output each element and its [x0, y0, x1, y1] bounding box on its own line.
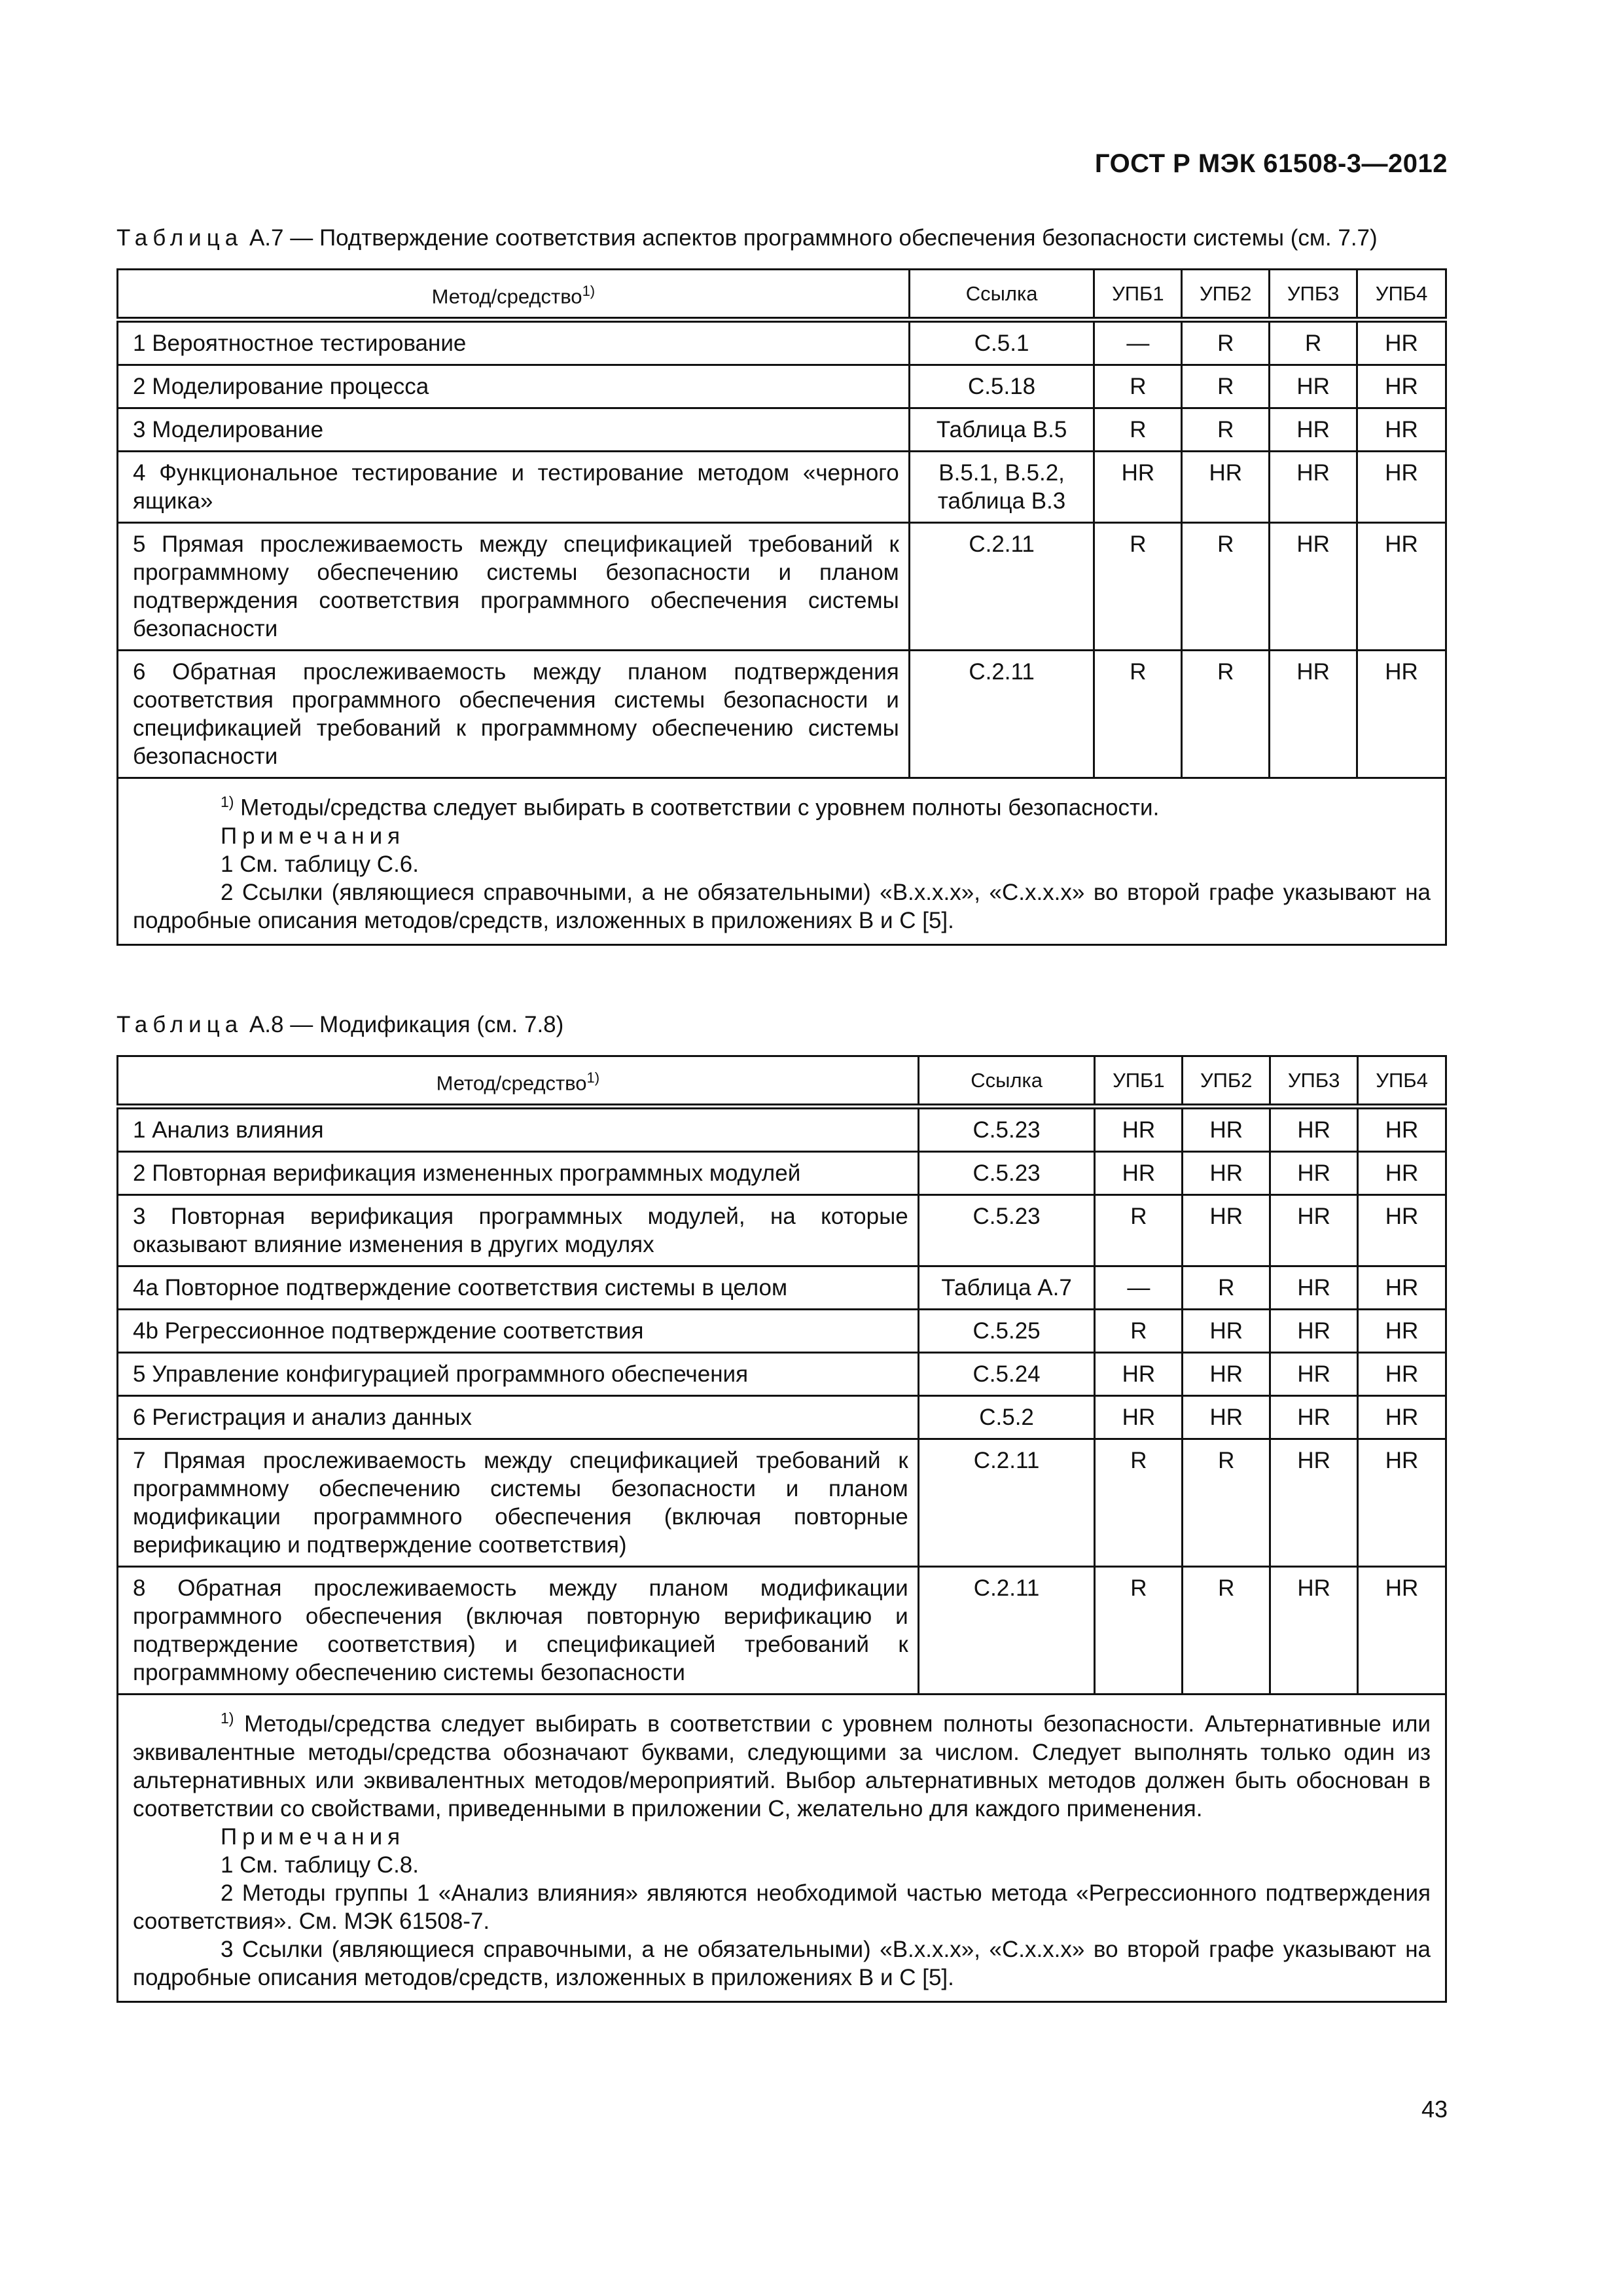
- reference-cell: С.5.1: [909, 320, 1094, 365]
- reference-cell: С.2.11: [918, 1567, 1095, 1695]
- upb2-cell: R: [1183, 1567, 1270, 1695]
- upb2-cell: R: [1182, 408, 1270, 452]
- table-header-row: [118, 1056, 1446, 1107]
- column-header-upb4: УПБ4: [1358, 1056, 1446, 1107]
- column-header-upb1: УПБ1: [1095, 1056, 1183, 1107]
- reference-cell: С.5.24: [918, 1353, 1095, 1396]
- table-notes-row: [118, 778, 1446, 945]
- table-a8: [116, 1055, 1447, 2003]
- upb2-cell: HR: [1183, 1396, 1270, 1439]
- upb4-cell: HR: [1358, 1439, 1446, 1567]
- method-cell: 7 Прямая прослеживаемость между спецификацией требований к программному обеспечению системы безопасности и планом модификации программного обеспечения (включая повторные верификацию и подтверждение соответствия): [118, 1439, 919, 1567]
- notes-title: Примечания: [221, 823, 406, 849]
- reference-cell: В.5.1, В.5.2, таблица В.3: [909, 452, 1094, 523]
- upb4-cell: HR: [1358, 1396, 1446, 1439]
- upb3-cell: HR: [1270, 408, 1357, 452]
- upb2-cell: R: [1182, 523, 1270, 651]
- upb3-cell: HR: [1270, 365, 1357, 408]
- column-header-method: Метод/средство$^{1)}$: [118, 1056, 919, 1107]
- caption-label: Таблица: [116, 1012, 243, 1037]
- caption-text: А.7 — Подтверждение соответствия аспектов программного обеспечения безопасности системы (см. 7.7): [243, 225, 1378, 251]
- column-header-upb3: УПБ3: [1270, 1056, 1358, 1107]
- upb3-cell: HR: [1270, 1353, 1358, 1396]
- method-cell: 3 Повторная верификация программных модулей, на которые оказывают влияние изменения в других модулях: [118, 1195, 919, 1266]
- document-code: ГОСТ Р МЭК 61508-3—2012: [1094, 149, 1448, 178]
- method-cell: 6 Обратная прослеживаемость между планом подтверждения соответствия программного обеспечения системы безопасности и спецификацией требований к программному обеспечению системы безопасности: [118, 651, 910, 778]
- method-cell: 1 Вероятностное тестирование: [118, 320, 910, 365]
- reference-cell: С.5.23: [918, 1152, 1095, 1195]
- upb1-cell: HR: [1095, 1396, 1183, 1439]
- caption-text: А.8 — Модификация (см. 7.8): [243, 1012, 564, 1037]
- note-item: 1 См. таблицу С.8.: [221, 1852, 419, 1878]
- table-row: [118, 408, 1446, 452]
- table-row: [118, 651, 1446, 778]
- upb1-cell: —: [1094, 320, 1182, 365]
- upb2-cell: HR: [1183, 1195, 1270, 1266]
- reference-cell: С.5.23: [918, 1195, 1095, 1266]
- upb1-cell: HR: [1095, 1353, 1183, 1396]
- column-header-ref: Ссылка: [909, 270, 1094, 320]
- method-cell: 5 Прямая прослеживаемость между спецификацией требований к программному обеспечению системы безопасности и планом подтверждения соответствия программного обеспечения системы безопасности: [118, 523, 910, 651]
- footnote: $^{1)}$ Методы/средства следует выбирать в соответствии с уровнем полноты безопасности.: [221, 793, 1160, 821]
- table-a7-caption: [116, 225, 1378, 251]
- column-header-ref: Ссылка: [918, 1056, 1095, 1107]
- upb3-cell: HR: [1270, 1439, 1358, 1567]
- method-cell: 4a Повторное подтверждение соответствия системы в целом: [118, 1266, 919, 1310]
- upb4-cell: HR: [1357, 320, 1446, 365]
- note-item: 2 Ссылки (являющиеся справочными, а не обязательными) «В.х.х.х», «С.х.х.х» во второй графе указывают на подробные описания методов/средств, изложенных в приложениях В и С [5].: [133, 879, 1431, 933]
- table-a8-caption: [116, 1012, 563, 1038]
- upb1-cell: R: [1095, 1567, 1183, 1695]
- reference-cell: С.2.11: [909, 523, 1094, 651]
- upb3-cell: HR: [1270, 1266, 1358, 1310]
- upb1-cell: HR: [1094, 452, 1182, 523]
- upb4-cell: HR: [1358, 1310, 1446, 1353]
- method-cell: 5 Управление конфигурацией программного обеспечения: [118, 1353, 919, 1396]
- reference-cell: С.5.2: [918, 1396, 1095, 1439]
- note-item: 2 Методы группы 1 «Анализ влияния» являются необходимой частью метода «Регрессионного подтверждения соответствия». См. МЭК 61508-7.: [133, 1880, 1431, 1934]
- reference-cell: С.5.18: [909, 365, 1094, 408]
- upb1-cell: R: [1095, 1439, 1183, 1567]
- table-notes-row: [118, 1695, 1446, 2002]
- upb2-cell: R: [1183, 1439, 1270, 1567]
- table-row: [118, 365, 1446, 408]
- column-header-upb4: УПБ4: [1357, 270, 1446, 320]
- column-header-upb2: УПБ2: [1183, 1056, 1270, 1107]
- table-row: [118, 452, 1446, 523]
- method-cell: 2 Моделирование процесса: [118, 365, 910, 408]
- method-cell: 8 Обратная прослеживаемость между планом модификации программного обеспечения (включая повторную верификацию и подтверждение соответствия) и спецификацией требований к программному обеспечению системы безопасности: [118, 1567, 919, 1695]
- notes-title: Примечания: [221, 1823, 406, 1850]
- upb1-cell: R: [1095, 1310, 1183, 1353]
- upb2-cell: HR: [1183, 1152, 1270, 1195]
- method-cell: 6 Регистрация и анализ данных: [118, 1396, 919, 1439]
- upb3-cell: HR: [1270, 523, 1357, 651]
- upb4-cell: HR: [1358, 1195, 1446, 1266]
- upb4-cell: HR: [1358, 1266, 1446, 1310]
- upb3-cell: HR: [1270, 1107, 1358, 1152]
- method-cell: 1 Анализ влияния: [118, 1107, 919, 1152]
- upb3-cell: R: [1270, 320, 1357, 365]
- table-row: [118, 1266, 1446, 1310]
- note-item: 1 См. таблицу С.6.: [221, 851, 419, 877]
- reference-cell: Таблица А.7: [918, 1266, 1095, 1310]
- upb1-cell: R: [1094, 651, 1182, 778]
- table-row: [118, 320, 1446, 365]
- upb3-cell: HR: [1270, 1195, 1358, 1266]
- upb4-cell: HR: [1357, 651, 1446, 778]
- upb2-cell: HR: [1183, 1353, 1270, 1396]
- upb1-cell: R: [1095, 1195, 1183, 1266]
- upb3-cell: HR: [1270, 452, 1357, 523]
- method-cell: 4 Функциональное тестирование и тестирование методом «черного ящика»: [118, 452, 910, 523]
- upb2-cell: HR: [1183, 1310, 1270, 1353]
- upb1-cell: HR: [1095, 1107, 1183, 1152]
- upb4-cell: HR: [1357, 523, 1446, 651]
- table-header-row: [118, 270, 1446, 320]
- table-row: [118, 1310, 1446, 1353]
- upb2-cell: R: [1183, 1266, 1270, 1310]
- reference-cell: С.5.23: [918, 1107, 1095, 1152]
- table-notes: [118, 1695, 1446, 2002]
- upb2-cell: R: [1182, 365, 1270, 408]
- column-header-upb3: УПБ3: [1270, 270, 1357, 320]
- upb2-cell: HR: [1182, 452, 1270, 523]
- upb4-cell: HR: [1358, 1353, 1446, 1396]
- upb1-cell: —: [1095, 1266, 1183, 1310]
- table-row: [118, 1353, 1446, 1396]
- page-number: 43: [1421, 2096, 1448, 2123]
- upb3-cell: HR: [1270, 1567, 1358, 1695]
- footnote: $^{1)}$ Методы/средства следует выбирать в соответствии с уровнем полноты безопасности. Альтернативные или эквивалентные методы/средства обозначают буквами, следующими за числом. Следует выполнять только один из альтернативных или эквивалентных методов/мероприятий. Выбор альтернативных методов должен быть обоснован в соответствии со свойствами, приведенными в приложении С, желательно для каждого применения.: [133, 1710, 1431, 1821]
- table-row: [118, 523, 1446, 651]
- method-cell: 2 Повторная верификация измененных программных модулей: [118, 1152, 919, 1195]
- upb2-cell: HR: [1183, 1107, 1270, 1152]
- upb3-cell: HR: [1270, 651, 1357, 778]
- upb3-cell: HR: [1270, 1152, 1358, 1195]
- reference-cell: Таблица В.5: [909, 408, 1094, 452]
- column-header-method: Метод/средство$^{1)}$: [118, 270, 910, 320]
- upb4-cell: HR: [1357, 365, 1446, 408]
- column-header-upb2: УПБ2: [1182, 270, 1270, 320]
- reference-cell: С.2.11: [918, 1439, 1095, 1567]
- upb4-cell: HR: [1357, 452, 1446, 523]
- upb2-cell: R: [1182, 651, 1270, 778]
- table-a7: [116, 268, 1447, 946]
- upb1-cell: R: [1094, 408, 1182, 452]
- upb4-cell: HR: [1358, 1567, 1446, 1695]
- note-item: 3 Ссылки (являющиеся справочными, а не обязательными) «В.х.х.х», «С.х.х.х» во второй графе указывают на подробные описания методов/средств, изложенных в приложениях В и С [5].: [133, 1936, 1431, 1990]
- upb1-cell: HR: [1095, 1152, 1183, 1195]
- upb4-cell: HR: [1357, 408, 1446, 452]
- table-row: [118, 1195, 1446, 1266]
- table-row: [118, 1439, 1446, 1567]
- method-cell: 3 Моделирование: [118, 408, 910, 452]
- table-row: [118, 1396, 1446, 1439]
- upb4-cell: HR: [1358, 1107, 1446, 1152]
- reference-cell: С.5.25: [918, 1310, 1095, 1353]
- upb3-cell: HR: [1270, 1310, 1358, 1353]
- caption-label: Таблица: [116, 225, 243, 251]
- upb1-cell: R: [1094, 365, 1182, 408]
- upb3-cell: HR: [1270, 1396, 1358, 1439]
- table-notes: [118, 778, 1446, 945]
- table-row: [118, 1152, 1446, 1195]
- table-row: [118, 1567, 1446, 1695]
- upb1-cell: R: [1094, 523, 1182, 651]
- upb4-cell: HR: [1358, 1152, 1446, 1195]
- reference-cell: С.2.11: [909, 651, 1094, 778]
- table-row: [118, 1107, 1446, 1152]
- method-cell: 4b Регрессионное подтверждение соответствия: [118, 1310, 919, 1353]
- upb2-cell: R: [1182, 320, 1270, 365]
- column-header-upb1: УПБ1: [1094, 270, 1182, 320]
